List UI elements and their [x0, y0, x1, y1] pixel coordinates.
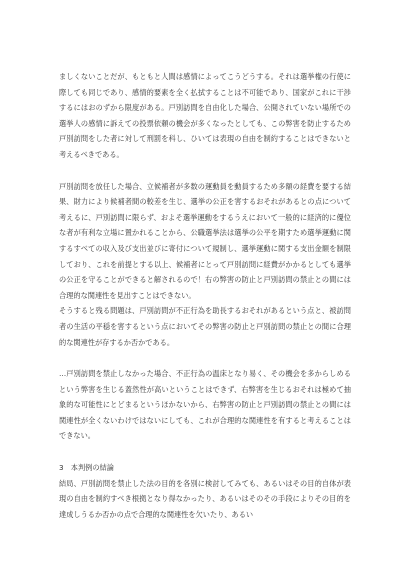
- paragraph-1: ましくないことだが、もともと人間は感情によってこうどうする。それは選挙権の行使に際しても同じであり、感情的要素を全く払拭することは不可能であり、国家がこれに干渉するにはおのずから限度がある。戸別訪問を自由化した場合、公開されていない場所での選挙人の感情に訴えての投票依頼の機会が多くなったとしても、この弊害を防止するため戸別訪問をした者に対して刑罰を科し、ひいては表現の自由を制約することはできないと考えるべきである。: [59, 72, 351, 159]
- document-page: [59, 69, 351, 522]
- paragraph-4: …戸別訪問を禁止しなかった場合、不正行為の温床となり易く、その機会を多からしめるという弊害を生じる蓋然性が高いということはできず、右弊害を生じるおそれは極めて抽象的な可能性にとどまるというほかないから、右弊害の防止と戸別訪問の禁止との間には関連性が全くないわけではないにしても、これが合理的な関連性を有すると考えることはできない。: [59, 369, 351, 441]
- section-heading: 3 本判例の結論: [59, 463, 114, 473]
- paragraph-gap: [59, 163, 351, 179]
- paragraph-gap: [59, 444, 351, 460]
- paragraph-3: そうすると残る問題は、戸別訪問が不正行為を助長するおそれがあるという点と、被訪問者の生活の平穏を害するという点においてその弊害の防止と戸別訪問の禁止との間に合理的な関連性が存するか否かである。: [59, 306, 351, 347]
- paragraph-gap: [59, 350, 351, 366]
- paragraph-5: 結局、戸別訪問を禁止した法の目的を各別に検討してみても、あるいはその目的自体が表現の自由を制約すべき根拠となり得なかったり、あるいはそのその手段によりその目的を達成しうるか否かの点で合理的な関連性を欠いたり、あるい: [59, 478, 351, 519]
- paragraph-2: 戸別訪問を放任した場合、立候補者が多数の運動員を動員するため多額の経費を要する結果、財力により候補者間の較差を生じ、選挙の公正を害するおそれがあるとの点について考えるに、戸別訪問に限らず、およそ選挙運動をするうえにおいて一般的に経済的に優位な者が有利な立場に置かれることから、公職選挙法は選挙の公平を期すため選挙運動に関するすべての収入及び支出並びに寄付について規制し、選挙運動に関する支出金額を制限しており、これを前提とする以上、候補者にとって戸別訪問に経費がかかるとしても選挙の公正を守ることができると解されるので！右の弊害の防止と戸別訪問の禁止との間には合理的な関連性を見出すことはできない。: [59, 181, 351, 300]
